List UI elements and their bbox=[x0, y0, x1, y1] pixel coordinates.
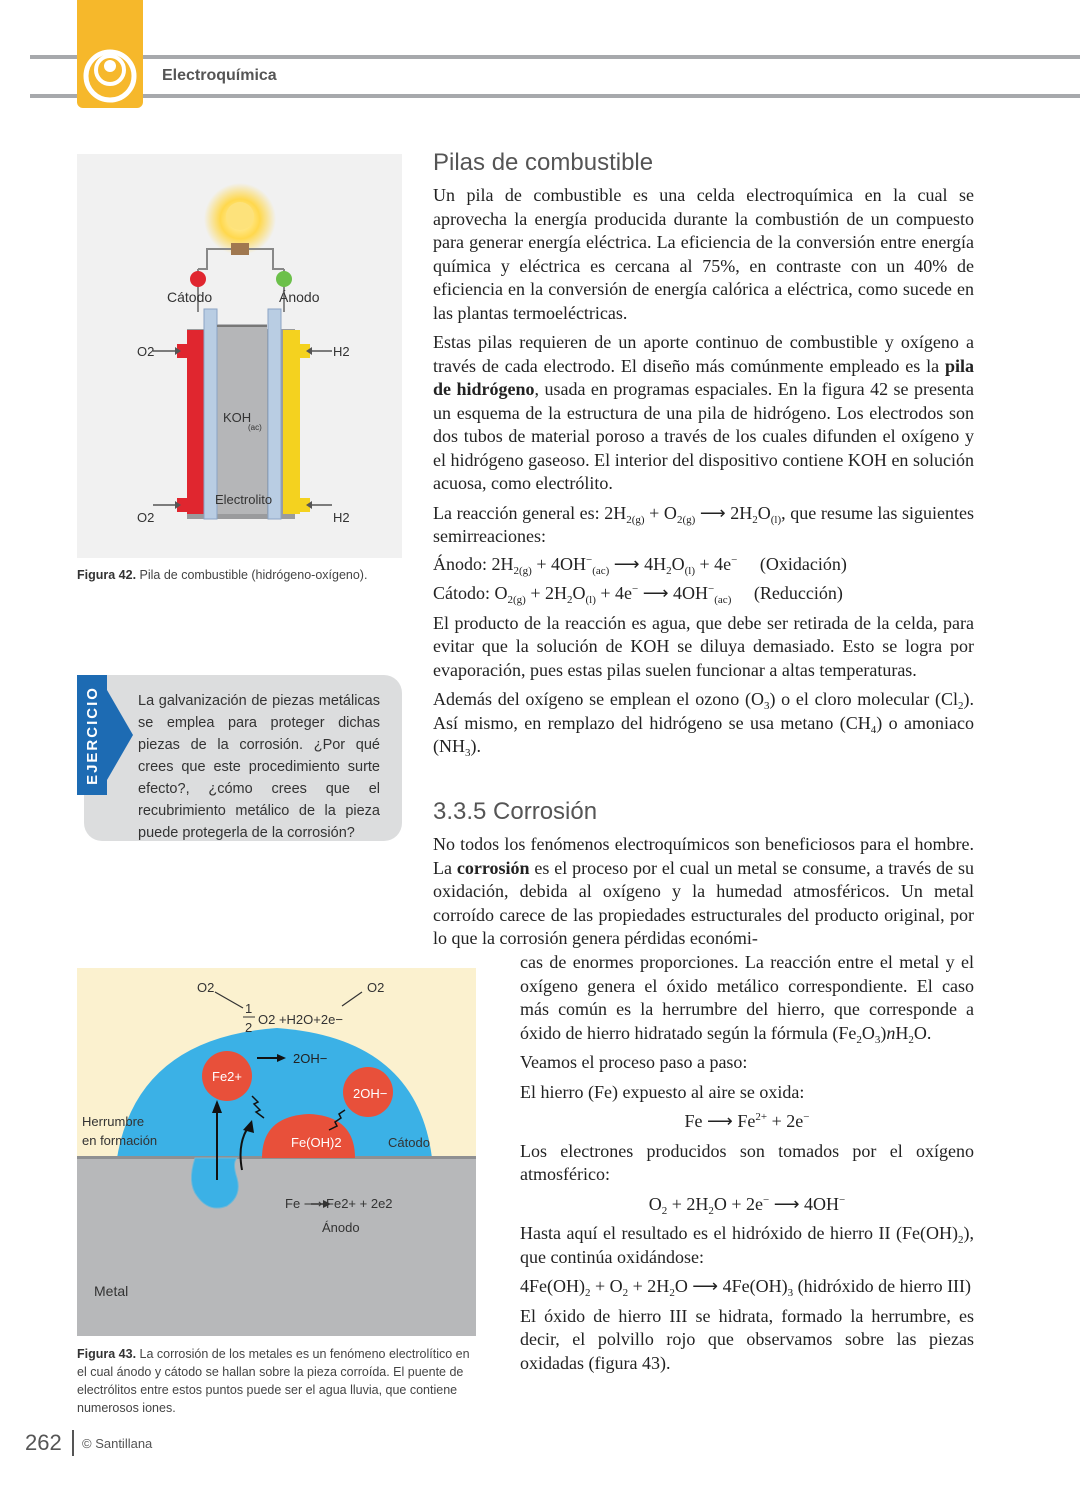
rust-forming-label: Herrumbre en formación bbox=[82, 1114, 158, 1148]
cathode-terminal-icon bbox=[190, 271, 206, 287]
chapter-tab bbox=[77, 0, 143, 108]
corrosion-diagram bbox=[77, 968, 476, 1336]
paragraph-iron-oxidizes: El hierro (Fe) expuesto al aire se oxida: bbox=[520, 1081, 805, 1102]
cathode-label: Cátodo bbox=[388, 1135, 430, 1150]
paragraph-rust: El óxido de hierro III se hidrata, formado la herrumbre, es decir, el polvillo rojo que observamos sobre las piezas oxidadas (figura 43). bbox=[520, 1305, 974, 1373]
figure-43-caption bbox=[77, 1345, 476, 1417]
iron-hydroxide-iii-tail: (hidróxido de hierro III) bbox=[797, 1276, 972, 1296]
figure-43 bbox=[77, 968, 476, 1336]
paragraph-fuel-cell-intro: Un pila de combustible es una celda electroquímica en la cual se aprovecha la energía producida durante la combustión de un compuesto para generar energía eléctrica. La eficiencia de la conversión entre energía química y eléctrica es cercana al 75%, en contraste con un 40% de eficiencia en la conversión de energía calórica a eléctrica, como sucede en las plantas termoeléctricas. bbox=[433, 185, 974, 323]
footer-divider bbox=[72, 1430, 74, 1456]
corrosion-intro bbox=[433, 833, 974, 951]
o2-left-label: O2 bbox=[197, 980, 215, 995]
oxygen-reduction-equation: $O_2 + 2H_2O + 2e^-$ ⟶ 4OH− bbox=[648, 1193, 846, 1217]
anode-label: Ánodo bbox=[279, 289, 320, 305]
paragraph-hydrogen-cell-b: , usada en programas espaciales. En la figura 42 se presenta un esquema de la estructura de una pila de hidrógeno. Los electrodos son dos tubos de material poroso a través de los cuales difunden el oxígeno y el hidrógeno gaseoso. El interior del dispositivo contiene KOH en solución acuosa, como electrólito. bbox=[433, 379, 974, 493]
header-rule-bottom bbox=[30, 94, 1080, 98]
cathode-reaction-label: O2 +H2O+2e− bbox=[258, 1012, 343, 1027]
corrosion-column bbox=[520, 951, 974, 1375]
paragraph-electrons-oxygen: Los electrones producidos son tomados por el oxígeno atmosférico: bbox=[520, 1140, 974, 1184]
anode-label: Ánodo bbox=[322, 1220, 360, 1235]
anode-half-reaction: Ánodo: $2H_{2(g)} + 4OH^-_{(ac)}$ ⟶ $4H_2O_{(l)} + 4e^-$ (Oxidación) bbox=[433, 553, 847, 577]
corrosion-text-c: cas de enormes proporciones. La reacción entre el metal y el oxígeno genera el óxido metálico correspondiente. El caso más común es la herrumbre del hierro, que corresponde a óxido de hierro hidratado según la fórmula bbox=[520, 952, 974, 1043]
header-rule-top bbox=[30, 55, 1080, 59]
anode-half-label: Ánodo: bbox=[433, 553, 487, 574]
page-number: 262 bbox=[25, 1430, 62, 1455]
exercise-tab-label: EJERCICIO bbox=[83, 685, 101, 785]
figure-42-caption-text: Pila de combustible (hidrógeno-oxígeno). bbox=[139, 568, 368, 582]
paragraph-corrosion-b: cas de enormes proporciones. La reacción entre el metal y el oxígeno genera el óxido metálico correspondiente. El caso más común es la herrumbre del hierro, que corresponde a óxido de hierro hidratado según la fórmula $(Fe_2O_3)nH_2O$. bbox=[520, 952, 974, 1046]
article-column bbox=[433, 184, 974, 759]
figure-42 bbox=[77, 154, 402, 558]
figure-43-caption-text: La corrosión de los metales es un fenómeno electrolítico en el cual ánodo y cátodo se hallan sobre la pieza corroída. El puente de electrólitos entre estos puntos puede ser el agua lluvia, que contiene numerosos iones. bbox=[77, 1347, 470, 1415]
section-heading-fuel-cells: Pilas de combustible bbox=[433, 149, 654, 176]
h2-inlet-top-label: H2 bbox=[333, 344, 350, 359]
light-bulb-icon bbox=[226, 202, 254, 230]
general-reaction-intro: La reacción general es: bbox=[433, 502, 600, 523]
cathode-half-type: (Reducción) bbox=[753, 583, 843, 603]
h2-inlet-bottom-label: H2 bbox=[333, 510, 350, 525]
chapter-logo-icon bbox=[77, 0, 143, 108]
cathode-half-reaction: Cátodo: $O_{2(g)} + 2H_2O_{(l)} + 4e^-$ ⟶ $4OH^-_{(ac)}$ (Reducción) bbox=[433, 583, 843, 606]
paragraph-step-by-step: Veamos el proceso paso a paso: bbox=[520, 1052, 748, 1072]
metal-block bbox=[77, 1156, 476, 1336]
paragraph-iron-hydroxide-iii: $4Fe(OH)_2 + O_2 + 2H_2O$ ⟶ $4Fe(OH)_3$ (hidróxido de hierro III) bbox=[520, 1276, 972, 1299]
fe2-label: Fe2+ bbox=[212, 1069, 242, 1084]
exercise-text: La galvanización de piezas metálicas se emplea para proteger dichas piezas de la corrosión. ¿Por qué crees que este procedimiento surte efecto?, ¿cómo crees que el recubrimiento metálico de la pieza puede protegerla de la corrosión? bbox=[138, 693, 380, 841]
paragraph-general-reaction bbox=[433, 502, 974, 549]
figure-42-caption bbox=[77, 566, 402, 584]
fuel-cell-diagram bbox=[77, 154, 402, 558]
half-denominator: 2 bbox=[245, 1020, 253, 1035]
paragraph-corrosion-a bbox=[433, 833, 974, 951]
section-heading-corrosion: 3.3.5 Corrosión bbox=[433, 798, 598, 825]
paragraph-hydrogen-cell-a: Estas pilas requieren de un aporte continuo de combustible y oxígeno a través de cada electrodo. El diseño más comúnmente empleado es la bbox=[433, 332, 974, 376]
anode-terminal-icon bbox=[276, 271, 292, 287]
paragraph-iron-hydroxide-ii: Hasta aquí el resultado es el hidróxido de hierro II $(Fe(OH)_2)$, que continúa oxidándose: bbox=[520, 1223, 974, 1267]
corrosion-text-a: No todos los fenómenos electroquímicos son beneficiosos para el hombre. La bbox=[433, 834, 974, 878]
half-numerator: 1 bbox=[245, 1001, 253, 1016]
corrosion-text-b: es el proceso por el cual un metal se consume, a través de su oxidación, debida al oxígeno y la humedad atmosféricos. Un metal corroído carece de las propiedades estructurales del producto original, por lo que la corrosión genera pérdidas económi- bbox=[433, 857, 975, 948]
o2-inlet-top-label: O2 bbox=[137, 344, 155, 359]
paragraph-hydrogen-cell bbox=[433, 331, 974, 496]
anode-plate bbox=[283, 330, 300, 514]
cathode-label: Cátodo bbox=[167, 289, 213, 305]
o2-right-label: O2 bbox=[367, 980, 385, 995]
o2-inlet-bottom-label: O2 bbox=[137, 510, 155, 525]
metal-label: Metal bbox=[94, 1283, 129, 1299]
bulb-socket bbox=[231, 243, 249, 255]
figure-43-caption-label: Figura 43. bbox=[77, 1347, 137, 1361]
cathode-half-label: Cátodo: bbox=[433, 583, 490, 603]
anode-electrode bbox=[268, 309, 281, 519]
paragraph-water-removal: El producto de la reacción es agua, que debe ser retirada de la celda, para evitar que la solución de KOH se diluya demasiado. Esto se logra por evaporación, pues estas pilas suelen funcionar a altas temperaturas. bbox=[433, 612, 974, 680]
general-reaction-tail: , que resume las siguientes semirreaciones: bbox=[433, 502, 974, 546]
figure-42-caption-label: Figura 42. bbox=[77, 568, 137, 582]
corrosion-term: corrosión bbox=[456, 857, 530, 878]
anode-reaction-label: Fe ⟶ Fe2+ + 2e2 bbox=[285, 1196, 393, 1211]
hydrogen-cell-term: pila de hidrógeno bbox=[433, 355, 975, 399]
paragraph-alternatives: Además del oxígeno se emplean el ozono $(O_3)$ o el cloro molecular $(Cl_2)$. Así mismo, en remplazo del hidrógeno se usa metano $(CH_4)$ o amoniaco $(NH_3)$. bbox=[433, 689, 974, 759]
electrolyte-label: Electrolito bbox=[215, 492, 273, 507]
exercise-tab-arrow-icon bbox=[107, 690, 135, 780]
koh-label: KOH bbox=[223, 410, 252, 425]
iron-hydroxide-ii-tail: , que continúa oxidándose: bbox=[520, 1223, 974, 1267]
oh-circle-label: 2OH− bbox=[353, 1086, 388, 1101]
iron-oxidation-equation: Fe ⟶ $Fe^{2+} + 2e^-$ bbox=[684, 1111, 810, 1131]
feoh2-label: Fe(OH)2 bbox=[291, 1135, 342, 1150]
general-reaction-equation: $2H_{2(g)} + O_{2(g)}$ ⟶ $2H_2O_{(l)}$ bbox=[604, 502, 782, 526]
anode-half-type: (Oxidación) bbox=[759, 553, 847, 574]
publisher-credit: © Santillana bbox=[82, 1436, 153, 1451]
cathode-electrode bbox=[204, 309, 217, 519]
iron-hydroxide-ii-text: Hasta aquí el resultado es el hidróxido de hierro II bbox=[520, 1223, 891, 1243]
cathode-plate bbox=[187, 330, 204, 514]
section-title: Electroquímica bbox=[162, 67, 277, 84]
oh-arrow-label: 2OH− bbox=[293, 1051, 328, 1066]
koh-state-label: (ac) bbox=[248, 423, 262, 432]
